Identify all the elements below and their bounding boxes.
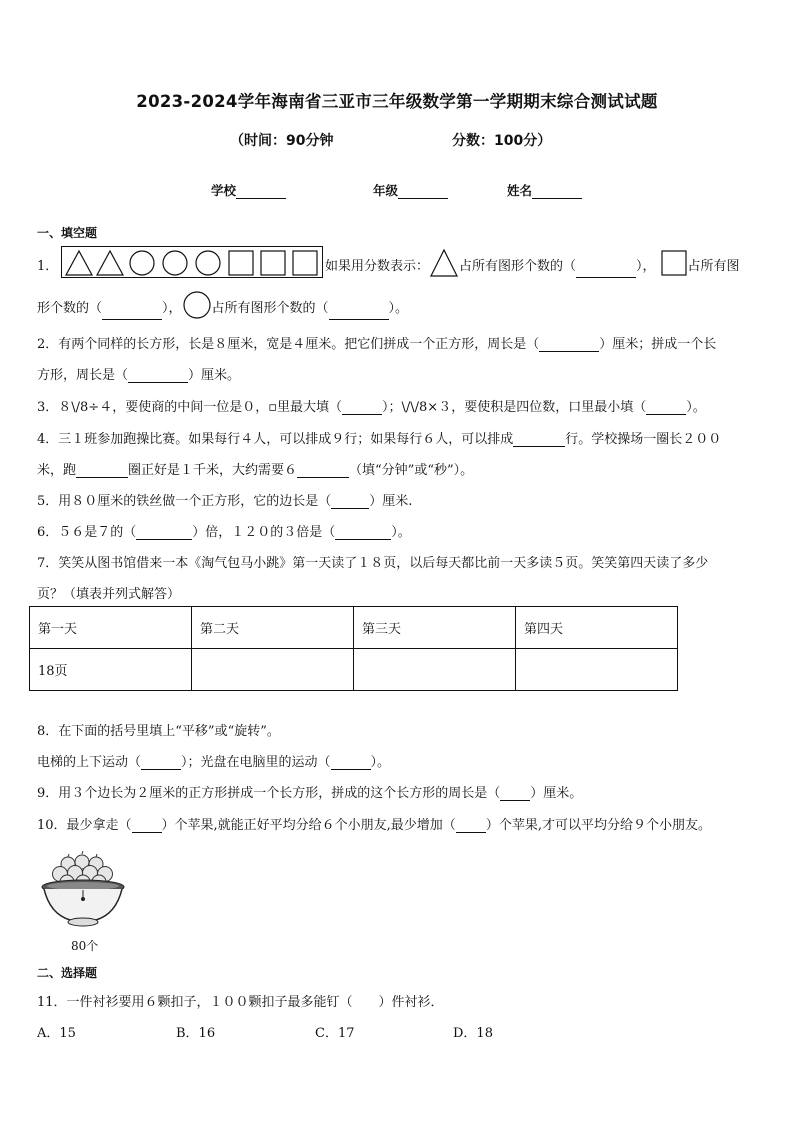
q1-blank-square[interactable] bbox=[102, 305, 162, 320]
basket-caption: 80个 bbox=[71, 939, 99, 953]
q3-text-a: 3．８\/8÷４，要使商的中间一位是０，▫里最大填（ bbox=[37, 400, 343, 415]
q6-blank-2[interactable] bbox=[335, 525, 391, 540]
q11: 11．一件衬衫要用６颗扣子，１００颗扣子最多能钉（ ）件衬衫． bbox=[37, 995, 444, 1010]
q7-line2: 页？（填表并列式解答） bbox=[37, 587, 181, 602]
school-blank[interactable] bbox=[236, 184, 286, 199]
q4-text-e: （填“分钟”或“秒”）。 bbox=[349, 463, 474, 478]
table-header-cell: 第一天 bbox=[30, 607, 192, 649]
q5 bbox=[37, 490, 412, 509]
table-row bbox=[30, 649, 678, 691]
square-icon bbox=[229, 251, 253, 275]
table-header-cell: 第三天 bbox=[354, 607, 516, 649]
q1-text-b: 占所有图形个数的（ bbox=[459, 259, 577, 274]
q9-blank[interactable] bbox=[500, 786, 530, 801]
q4-text-a: 4．三１班参加跑操比赛。如果每行４人，可以排成９行；如果每行６人，可以排成 bbox=[37, 432, 514, 447]
q8-line2 bbox=[37, 751, 390, 770]
square-icon bbox=[261, 251, 285, 275]
school-label: 学校 bbox=[211, 183, 237, 198]
q6-blank-1[interactable] bbox=[136, 525, 192, 540]
q1-close2: ）， bbox=[162, 301, 182, 316]
q8-text-c: ）。 bbox=[370, 755, 391, 770]
grade-label: 年级 bbox=[373, 183, 399, 198]
q4-text-c: 米，跑 bbox=[37, 463, 77, 478]
q3-blank-2[interactable] bbox=[646, 400, 686, 415]
table-cell-answer[interactable] bbox=[516, 649, 678, 691]
q2-text-c: 方形，周长是（ bbox=[37, 368, 129, 383]
q1-number: 1． bbox=[37, 259, 59, 274]
q1-blank-triangle[interactable] bbox=[576, 263, 636, 278]
q6-text-b: ）倍，１２０的３倍是（ bbox=[192, 525, 336, 540]
q10-blank-1[interactable] bbox=[132, 818, 162, 833]
q10-text-b: ）个苹果,就能正好平均分给６个小朋友,最少增加（ bbox=[161, 818, 456, 833]
apple-basket-icon bbox=[40, 850, 130, 938]
q3-blank-1[interactable] bbox=[342, 400, 382, 415]
name-label: 姓名 bbox=[507, 183, 533, 198]
q6 bbox=[37, 521, 411, 540]
school-field bbox=[211, 181, 286, 199]
q3-text-b: ）；\/\/8×３，要使积是四位数，口里最小填（ bbox=[382, 400, 647, 415]
q4-text-d: 圈正好是１千米，大约需要６ bbox=[128, 463, 298, 478]
q2-line2 bbox=[37, 364, 240, 383]
q2-blank-rect[interactable] bbox=[128, 368, 188, 383]
q10 bbox=[37, 814, 711, 833]
q7-line1: 7．笑笑从图书馆借来一本《淘气包马小跳》第一天读了１８页，以后每天都比前一天多读５页。笑笑第四天读了多少 bbox=[37, 556, 709, 571]
q10-text-c: ）个苹果,才可以平均分给９个小朋友。 bbox=[485, 818, 711, 833]
q1-text-c: 占所有图 bbox=[687, 259, 740, 274]
q1-text-a: 如果用分数表示： bbox=[325, 259, 430, 274]
q10-blank-2[interactable] bbox=[456, 818, 486, 833]
exam-time: （时间：90分钟 bbox=[230, 133, 334, 149]
table-header-row bbox=[30, 607, 678, 649]
q10-text-a: 10．最少拿走（ bbox=[37, 818, 132, 833]
table-cell-answer[interactable] bbox=[192, 649, 354, 691]
q5-blank[interactable] bbox=[331, 494, 369, 509]
square-icon bbox=[660, 249, 688, 277]
q6-text-a: 6．５６是７的（ bbox=[37, 525, 137, 540]
q11-option-d[interactable]: D．18 bbox=[453, 1026, 493, 1041]
q2-text-d: ）厘米。 bbox=[188, 368, 241, 383]
q9 bbox=[37, 782, 582, 801]
circle-icon bbox=[182, 290, 212, 320]
q1-text-d: 形个数的（ bbox=[37, 301, 103, 316]
grade-field bbox=[373, 181, 448, 199]
q8-text-b: ）；光盘在电脑里的运动（ bbox=[181, 755, 331, 770]
triangle-icon bbox=[97, 251, 123, 275]
q11-option-a[interactable]: A．15 bbox=[37, 1026, 76, 1041]
q4-line2 bbox=[37, 459, 473, 478]
q1-blank-circle[interactable] bbox=[329, 305, 389, 320]
q1-line2 bbox=[37, 297, 408, 320]
q4-blank-laps[interactable] bbox=[76, 463, 128, 478]
q8-blank-1[interactable] bbox=[141, 755, 181, 770]
q11-option-c[interactable]: C．17 bbox=[315, 1026, 355, 1041]
square-icon bbox=[293, 251, 317, 275]
exam-score: 分数：100分） bbox=[452, 133, 552, 149]
q3-text-c: ）。 bbox=[686, 400, 706, 415]
triangle-icon bbox=[429, 248, 459, 278]
shape-row bbox=[61, 246, 323, 278]
circle-icon bbox=[163, 251, 187, 275]
q9-text-b: ）厘米。 bbox=[530, 786, 583, 801]
section-fill-blank-title: 一、填空题 bbox=[37, 226, 98, 240]
q1-line1 bbox=[325, 255, 740, 278]
q2-line1 bbox=[37, 333, 716, 352]
section-choice-title: 二、选择题 bbox=[37, 966, 98, 980]
q4-blank-unit[interactable] bbox=[297, 463, 349, 478]
q11-option-b[interactable]: B．16 bbox=[176, 1026, 216, 1041]
q1-close3: ）。 bbox=[388, 301, 409, 316]
q5-text-a: 5．用８０厘米的铁丝做一个正方形，它的边长是（ bbox=[37, 494, 332, 509]
q4-blank-rows[interactable] bbox=[513, 432, 565, 447]
q3 bbox=[37, 396, 706, 415]
q9-text-a: 9．用３个边长为２厘米的正方形拼成一个长方形，拼成的这个长方形的周长是（ bbox=[37, 786, 501, 801]
table-header-cell: 第二天 bbox=[192, 607, 354, 649]
q8-text-a: 电梯的上下运动（ bbox=[37, 755, 142, 770]
reading-table bbox=[29, 606, 678, 691]
table-cell: 18页 bbox=[30, 649, 192, 691]
q2-text-b: ）厘米；拼成一个长 bbox=[599, 337, 717, 352]
table-cell-answer[interactable] bbox=[354, 649, 516, 691]
q1-text-e: 占所有图形个数的（ bbox=[211, 301, 329, 316]
name-field bbox=[507, 181, 582, 199]
q8-blank-2[interactable] bbox=[331, 755, 371, 770]
q2-text-a: 2．有两个同样的长方形，长是８厘米，宽是４厘米。把它们拼成一个正方形，周长是（ bbox=[37, 337, 540, 352]
q6-text-c: ）。 bbox=[391, 525, 411, 540]
circle-icon bbox=[196, 251, 220, 275]
page-title: 2023-2024学年海南省三亚市三年级数学第一学期期末综合测试试题 bbox=[136, 92, 658, 111]
q5-text-b: ）厘米. bbox=[369, 494, 413, 509]
q1-close: ）， bbox=[636, 259, 656, 274]
table-header-cell: 第四天 bbox=[516, 607, 678, 649]
name-blank[interactable] bbox=[532, 184, 582, 199]
triangle-icon bbox=[66, 251, 92, 275]
circle-icon bbox=[130, 251, 154, 275]
q4-text-b: 行。学校操场一圈长２００ bbox=[565, 432, 722, 447]
shape-row-icon bbox=[62, 247, 324, 279]
grade-blank[interactable] bbox=[398, 184, 448, 199]
q4-line1 bbox=[37, 428, 721, 447]
q2-blank-square[interactable] bbox=[539, 337, 599, 352]
q8-line1: 8．在下面的括号里填上“平移”或“旋转”。 bbox=[37, 724, 280, 739]
